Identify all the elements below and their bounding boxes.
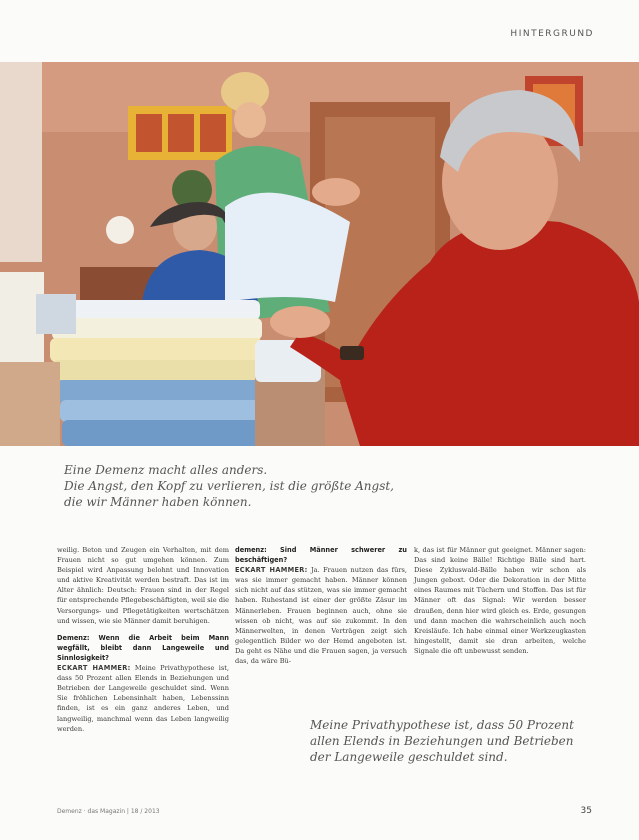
footer-publication: Demenz · das Magazin | 18 / 2013 [57,808,160,815]
photo-illustration [0,62,639,446]
speaker-name: ECKART HAMMER: [235,566,308,575]
pull-quote [310,717,590,765]
answer-text: Meine Privathypothese ist, dass 50 Prozent allen Elends in Beziehungen und Betrieben der Langeweile geschuldet sind. Wenn Sie fröhlichen Lebensinhalt haben, Lebenssinn finden, ist es ein ganz anderes Leben, und langweilig, manchmal wenn das Leben langweilig werden. [57,664,229,733]
answer-text: Ja. Frauen nutzen das fürs, was sie immer gemacht haben. Männer können sich nicht auf das stützen, was sie immer gemacht haben. Ruhestand ist einer der größte Zäsur im Männerleben. Frauen beginnen auch, ohne sie wissen ob nicht, was auf sie zukommt. In den Männerwelten, in denen Verträgen zeigt sich gelegentlich Bilder wo der Hemd angeboten ist. Da geht es Nähe und die Frauen sagen, ja versuch das, da wäre Bü- [235,566,407,666]
section-label: HINTERGRUND [510,29,594,39]
interview-question: Demenz: Wenn die Arbeit beim Mann wegfällt, bleibt dann Langeweile und Sinnlosigkeit? [57,633,229,662]
body-paragraph: weilig. Beton und Zeugen ein Verhalten, mit dem Frauen nicht so gut umgehen können. Zum Beispiel wird Anpassung belohnt und Innovation und aktive Kreativität werden bestraft. Das ist im Alter ähnlich: Deutsch: Frauen sind in der Regel für entsprechende Pflegebeschäftigten, weil sie die Versorgungs- und Pflegetätigkeiten wertschätzen und wissen, wie sie Männer damit beruhigen. [57,546,229,625]
text-column-1 [57,545,229,734]
interview-question: demenz: Sind Männer schwerer zu beschäftigen? [235,546,407,565]
body-paragraph: k, das ist für Männer gut geeignet. Männer sagen: Das sind keine Bälle! Richtige Bälle sind hart. Diese Zykluswald-Bälle haben wir schon als Jungen geboxt. Oder die Dekoration in der Mitte eines Raumes mit Tüchern und Stoffen. Das ist für Männer oft das Signal: Wir werden besser draußen, denn hier wird gleich es. Erde, gesungen und dann machen die wahrscheinlich auch noch Kreisläufe. Ich habe einmal einer Werkzeugkasten hingestellt, damit sie dran arbeiten, welche Signale die oft unbewusst senden. [414,546,586,655]
photo [0,62,639,446]
page-number: 35 [580,806,592,816]
caption-line: Eine Demenz macht alles anders. [64,463,268,477]
body-paragraph [57,663,229,734]
text-column-3 [414,545,586,656]
caption-line: die wir Männer haben können. [64,495,252,509]
body-paragraph [235,565,407,666]
text-column-2 [235,545,407,666]
speaker-name: ECKART HAMMER: [57,664,131,673]
caption-line: Die Angst, den Kopf zu verlieren, ist die größte Angst, [64,479,394,493]
photo-caption [64,462,394,510]
pull-quote-line: allen Elends in Beziehungen und Betrieben [310,734,574,748]
pull-quote-line: der Langeweile geschuldet sind. [310,750,508,764]
pull-quote-line: Meine Privathypothese ist, dass 50 Prozent [310,718,574,732]
